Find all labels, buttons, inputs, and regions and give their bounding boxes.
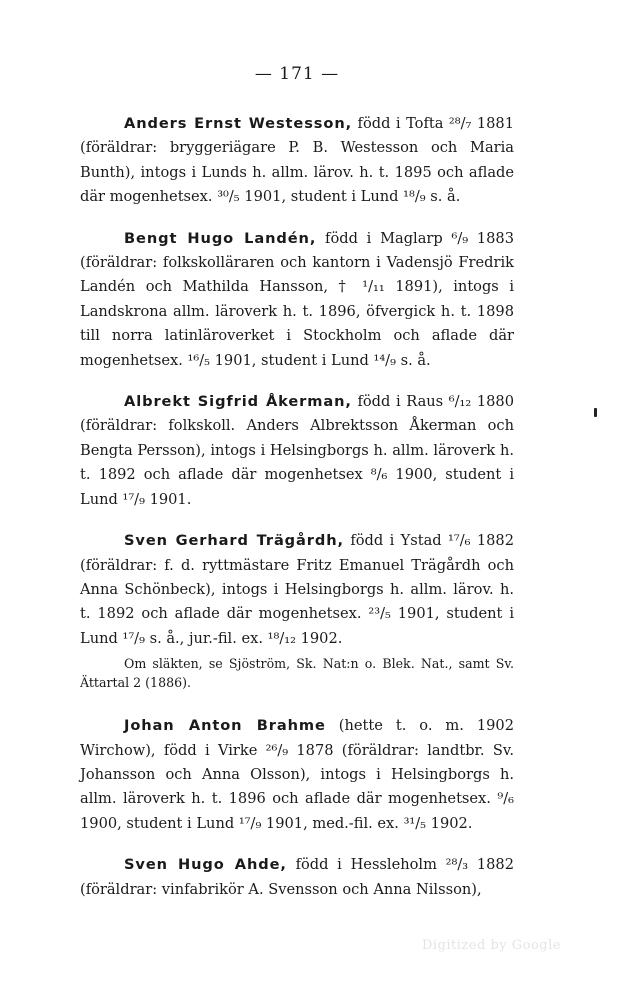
- person-name: Albrekt Sigfrid Åkerman,: [124, 393, 352, 411]
- entry-westesson: [80, 112, 514, 210]
- person-name: Sven Hugo Ahde,: [124, 856, 287, 874]
- page-number: — 171 —: [254, 64, 340, 84]
- entry-tragardh: [80, 529, 514, 651]
- margin-mark: [594, 408, 597, 417]
- footnote-tragardh: Om släkten, se Sjöström, Sk. Nat:n o. Blek. Nat., samt Sv. Ättartal 2 (1886).: [80, 656, 514, 691]
- entry-text: född i Hessleholm ²⁸/₃ 1882 (föräldrar: vinfabrikör A. Svensson och Anna Nilsson),: [80, 856, 514, 898]
- entry-akerman: [80, 390, 514, 512]
- entry-ahde: [80, 853, 514, 902]
- person-name: Anders Ernst Westesson,: [124, 115, 353, 132]
- entry-text: född i Maglarp ⁶/₉ 1883 (föräldrar: folkskolläraren och kantorn i Vadensjö Fredrik Landén och Mathilda Hansson, † ¹/₁₁ 1891), intogs i Landskrona allm. läroverk h. t. 1896, öfvergick h. t. 1898 till norra latinläroverket i Stockholm och aflade där mogenhetsex. ¹⁶/₅ 1901, student i Lund ¹⁴/₉ s. å.: [80, 229, 514, 369]
- entry-text: född i Raus ⁶/₁₂ 1880 (föräldrar: folkskoll. Anders Albrektsson Åkerman och Bengta Persson), intogs i Helsingborgs h. allm. läroverk h. t. 1892 och aflade där mogenhetsex ⁸/₆ 1900, student i Lund ¹⁷/₉ 1901.: [80, 393, 514, 508]
- person-name: Johan Anton Brahme: [124, 717, 326, 735]
- entry-brahme: [80, 714, 514, 836]
- person-name: Bengt Hugo Landén,: [124, 229, 317, 247]
- entry-text: född i Tofta ²⁸/₇ 1881 (föräldrar: bryggeriägare P. B. Westesson och Maria Bunth), intogs i Lunds h. allm. lärov. h. t. 1895 och aflade där mogenhetsex. ³⁰/₅ 1901, student i Lund ¹⁸/₉ s. å.: [80, 115, 514, 206]
- entry-text: född i Ystad ¹⁷/₆ 1882 (föräldrar: f. d. ryttmästare Fritz Emanuel Trägårdh och Anna Schönbeck), intogs i Helsingborgs h. allm. lärov. h. t. 1892 och aflade där mogenhetsex. ²³/₅ 1901, student i Lund ¹⁷/₉ s. å., jur.-fil. ex. ¹⁸/₁₂ 1902.: [80, 532, 515, 647]
- watermark: Digitized by Google: [422, 938, 561, 953]
- book-page: [80, 64, 514, 919]
- entry-landen: [80, 227, 514, 373]
- person-name: Sven Gerhard Trägårdh,: [124, 532, 344, 550]
- entry-text: (hette t. o. m. 1902 Wirchow), född i Virke ²⁶/₉ 1878 (föräldrar: landtbr. Sv. Johansson och Anna Olsson), intogs i Helsingborgs h. allm. läroverk h. t. 1896 och aflade där mogenhetsex. ⁹/₆ 1900, student i Lund ¹⁷/₉ 1901, med.-fil. ex. ³¹/₅ 1902.: [80, 717, 514, 832]
